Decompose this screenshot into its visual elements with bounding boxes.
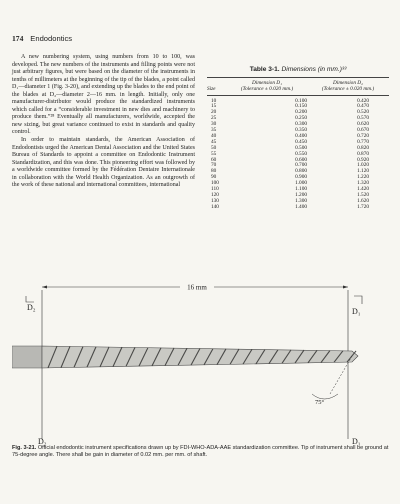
size-cell: 45 [211,138,217,145]
instrument-shank [12,346,42,368]
table-body [207,96,389,211]
size-cell: 120 [211,191,219,198]
d1-cell: 1.100 [295,185,307,192]
size-cell: 10 [211,97,217,104]
table-caption [207,66,389,73]
d2-bracket [26,296,34,302]
size-cell: 55 [211,150,217,157]
size-cell: 110 [211,185,219,192]
page-number: 174 [12,34,24,43]
d2-label-bottom: D₂ [38,437,47,446]
size-cell: 90 [211,174,217,181]
d2-cell: 1.620 [357,197,369,204]
header-d1-title: Dimension D₁ [252,80,282,86]
d1-bracket [354,296,362,304]
header-d2-tolerance: (Tolerance ± 0.020 mm.) [321,86,375,93]
running-title: Endodontics [30,34,73,43]
length-label: 16 mm [187,283,207,292]
d2-label-top: D₂ [27,303,36,312]
d2-cell: 0.620 [357,121,369,128]
d1-cell: 0.400 [295,132,307,139]
d1-cell: 1.200 [295,191,307,198]
d2-cell: 0.520 [357,109,369,116]
size-cell: 70 [211,162,217,169]
header-d2 [307,80,389,93]
d1-cell: 0.550 [295,150,307,157]
size-cell: 60 [211,156,217,163]
d2-cell: 0.770 [357,138,369,145]
table-label: Table 3-1. [249,66,280,73]
d1-label-bottom: D₁ [352,437,361,446]
size-cell: 140 [211,203,219,210]
size-cell: 30 [211,121,217,128]
d2-cell: 1.120 [357,168,369,175]
size-cell: 80 [211,168,217,175]
table-title: Dimensions (in mm.)³³ [281,66,347,73]
d2-cell: 0.420 [357,97,369,104]
size-cell: 50 [211,144,217,151]
size-cell: 20 [211,109,217,116]
body-paragraph: In order to maintain standards, the American Association of Endodontists urged the American Dental Association and the United States Bureau of Standards to appoint a committee on Endodontic Instrument Standardization, and this was done. This pioneering effort was followed by a worldwide committee formed by the Fédération Dentaire Internationale in collaboration with the World Health Organization. As an outgrowth of the work of these national and international committees, international [12,137,195,189]
size-cell: 130 [211,197,219,204]
angle-label: 75° [315,399,325,406]
size-cell: 25 [211,115,217,122]
d1-cell: 1.400 [295,203,307,210]
d2-cell: 1.520 [357,191,369,198]
d1-cell: 0.700 [295,162,307,169]
header-d1-tolerance: (Tolerance ± 0.020 mm.) [240,86,294,93]
d1-cell: 1.000 [295,180,307,187]
body-text-column [12,54,195,190]
size-cell: 15 [211,103,217,110]
d1-cell: 0.100 [295,97,307,104]
d2-cell: 1.020 [357,162,369,169]
header-size: Size [207,86,216,93]
body-paragraph: A new numbering system, using numbers from 10 to 100, was developed. The new numbers of the instruments and filling points were not just arbitrary figures, but were based on the diameter of the instruments in tenths of millimeters at the beginning of the tip of the blades, a point called D₁—diameter 1 (Fig. 3-20), and extending up the blades to the end point of the blades at D₂—diameter 2—16 mm. in length. Initially, only one manufacturer-distributor would produce the standardized instruments which called for a “considerable investment in new dies and machinery to produce them.”²⁸ Eventually all manufacturers, worldwide, accepted the new sizing, but great variance continued to exist in standards and quality control. [12,54,195,136]
d1-cell: 0.600 [295,156,307,163]
figure-caption-text: Official endodontic instrument specifications drawn up by FDI-WHO-ADA-AAE standardization committee. Tip of instrument shall be ground at 75-degree angle. There shall be gain in diameter of 0.02 mm. per mm. of shaft. [12,445,389,459]
d1-cell: 0.500 [295,144,307,151]
page-header [12,34,72,43]
d2-cell: 0.570 [357,115,369,122]
d1-cell: 0.900 [295,174,307,181]
d2-cell: 0.720 [357,132,369,139]
table-row [207,205,389,211]
d1-cell: 1.300 [295,197,307,204]
dimensions-table [207,66,389,211]
d1-cell: 0.250 [295,115,307,122]
table-header [207,78,389,95]
d2-cell: 0.820 [357,144,369,151]
d2-cell: 0.670 [357,127,369,134]
header-d2-title: Dimension D₂ [333,80,363,86]
d2-cell: 0.920 [357,156,369,163]
d1-cell: 0.450 [295,138,307,145]
d1-cell: 0.150 [295,103,307,110]
d1-cell: 0.350 [295,127,307,134]
d2-cell: 1.420 [357,185,369,192]
arrowhead-left [42,286,47,289]
size-cell: 35 [211,127,217,134]
size-cell: 100 [211,180,219,187]
instrument-diagram [12,276,390,446]
d2-cell: 1.220 [357,174,369,181]
size-cell: 40 [211,132,217,139]
arrowhead-right [343,286,348,289]
d2-cell: 0.870 [357,150,369,157]
figure-label: Fig. 3-21. [12,445,37,451]
d2-cell: 1.320 [357,180,369,187]
header-d1 [227,80,307,93]
d1-cell: 0.300 [295,121,307,128]
d1-cell: 0.200 [295,109,307,116]
d1-cell: 0.800 [295,168,307,175]
d2-cell: 1.720 [357,203,369,210]
d2-cell: 0.470 [357,103,369,110]
d1-label-top: D₁ [352,307,361,316]
figure-caption [12,445,392,459]
